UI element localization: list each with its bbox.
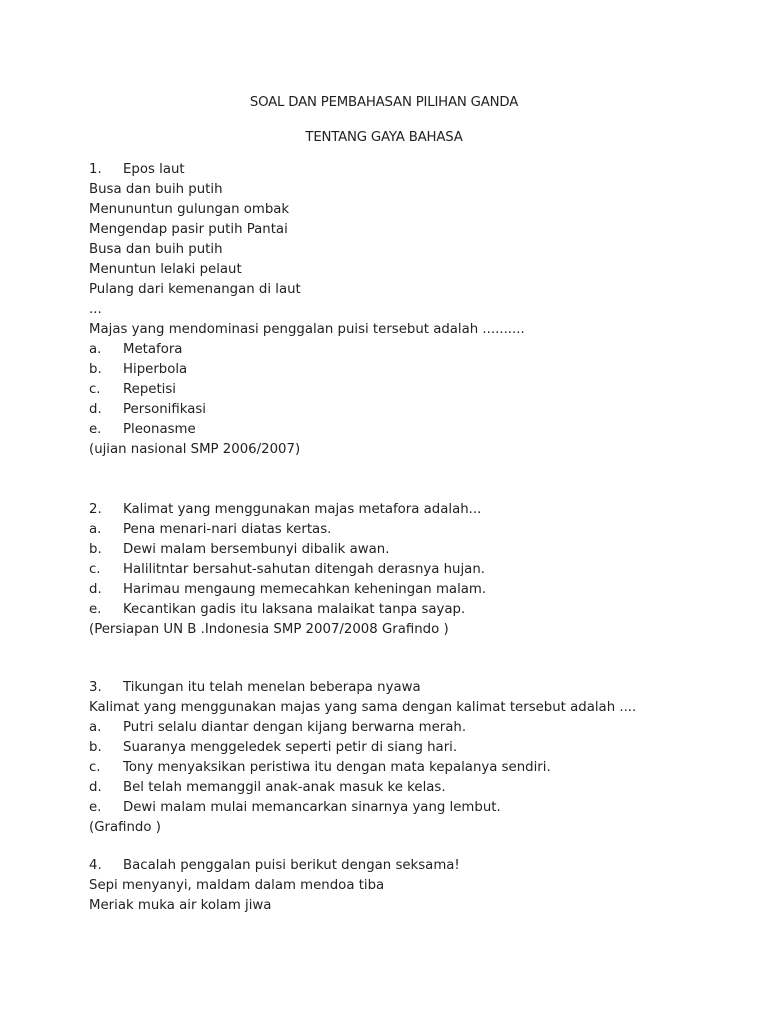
poem-line: Busa dan buih putih	[89, 182, 223, 197]
option	[89, 420, 729, 440]
question-number: 4.	[89, 858, 102, 873]
option-label: e.	[89, 800, 102, 815]
question-head: Epos laut	[123, 162, 185, 177]
option	[89, 798, 729, 818]
option-text: Kecantikan gadis itu laksana malaikat tanpa sayap.	[123, 602, 466, 617]
option	[89, 360, 729, 380]
option	[89, 380, 729, 400]
question-prompt: Kalimat yang menggunakan majas yang sama dengan kalimat tersebut adalah ....	[89, 700, 637, 715]
option-text: Hiperbola	[123, 362, 188, 377]
option-label: b.	[89, 362, 102, 377]
option-text: Harimau mengaung memecahkan keheningan malam.	[123, 582, 487, 597]
poem-line: Menununtun gulungan ombak	[89, 202, 290, 217]
option-text: Putri selalu diantar dengan kijang berwarna merah.	[123, 720, 467, 735]
option-label: d.	[89, 780, 102, 795]
question-source: (ujian nasional SMP 2006/2007)	[89, 442, 301, 457]
question-head: Bacalah penggalan puisi berikut dengan seksama!	[123, 858, 460, 873]
option-text: Metafora	[123, 342, 183, 357]
poem-line: Mengendap pasir putih Pantai	[89, 222, 288, 237]
option-text: Dewi malam bersembunyi dibalik awan.	[123, 542, 390, 557]
option-text: Bel telah memanggil anak-anak masuk ke kelas.	[123, 780, 446, 795]
option	[89, 340, 729, 360]
option-text: Personifikasi	[123, 402, 206, 417]
question-source: (Grafindo )	[89, 820, 161, 835]
option-label: c.	[89, 760, 101, 775]
option-label: c.	[89, 562, 101, 577]
question-2	[89, 500, 729, 640]
document-title: SOAL DAN PEMBAHASAN PILIHAN GANDA	[249, 95, 519, 110]
option	[89, 520, 729, 540]
option-text: Repetisi	[123, 382, 176, 397]
option	[89, 560, 729, 580]
option	[89, 738, 729, 758]
option-label: b.	[89, 740, 102, 755]
option	[89, 580, 729, 600]
option-text: Dewi malam mulai memancarkan sinarnya yang lembut.	[123, 800, 501, 815]
question-3	[89, 678, 729, 838]
option	[89, 540, 729, 560]
option	[89, 778, 729, 798]
question-source: (Persiapan UN B .Indonesia SMP 2007/2008 Grafindo )	[89, 622, 449, 637]
poem-line: Meriak muka air kolam jiwa	[89, 898, 272, 913]
question-number: 1.	[89, 162, 102, 177]
poem-line: Busa dan buih putih	[89, 242, 223, 257]
question-number: 3.	[89, 680, 102, 695]
option	[89, 718, 729, 738]
question-prompt: Majas yang mendominasi penggalan puisi tersebut adalah ..........	[89, 322, 525, 337]
option-label: a.	[89, 522, 102, 537]
question-1	[89, 160, 729, 460]
poem-ellipsis: ...	[89, 302, 102, 317]
question-4	[89, 856, 729, 916]
option-label: d.	[89, 582, 102, 597]
option	[89, 758, 729, 778]
option-label: a.	[89, 342, 102, 357]
poem-line: Pulang dari kemenangan di laut	[89, 282, 301, 297]
option	[89, 400, 729, 420]
option-label: e.	[89, 602, 102, 617]
option-text: Halilitntar bersahut-sahutan ditengah derasnya hujan.	[123, 562, 485, 577]
question-number: 2.	[89, 502, 102, 517]
poem-line: Sepi menyanyi, maldam dalam mendoa tiba	[89, 878, 385, 893]
poem-line: Menuntun lelaki pelaut	[89, 262, 242, 277]
option-text: Tony menyaksikan peristiwa itu dengan mata kepalanya sendiri.	[123, 760, 551, 775]
option	[89, 600, 729, 620]
option-label: a.	[89, 720, 102, 735]
option-label: d.	[89, 402, 102, 417]
question-head: Tikungan itu telah menelan beberapa nyawa	[123, 680, 421, 695]
option-label: c.	[89, 382, 101, 397]
option-text: Suaranya menggeledek seperti petir di siang hari.	[123, 740, 458, 755]
option-label: b.	[89, 542, 102, 557]
option-text: Pleonasme	[123, 422, 196, 437]
option-text: Pena menari-nari diatas kertas.	[123, 522, 332, 537]
document-subtitle: TENTANG GAYA BAHASA	[305, 130, 463, 145]
option-label: e.	[89, 422, 102, 437]
question-head: Kalimat yang menggunakan majas metafora adalah...	[123, 502, 482, 517]
